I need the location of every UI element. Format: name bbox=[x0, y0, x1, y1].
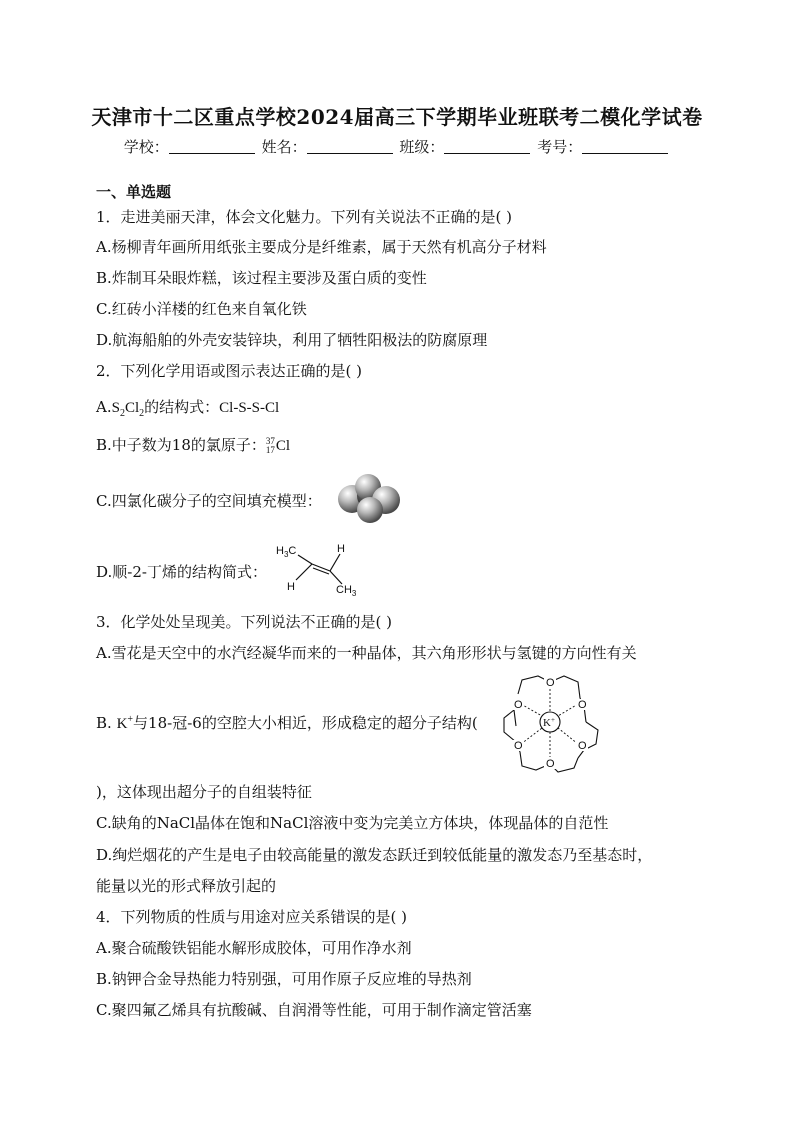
h-top-label: H bbox=[337, 543, 345, 555]
mass-number: 37 bbox=[265, 436, 275, 446]
crown-k-ion: K+ bbox=[543, 716, 555, 729]
k-symbol: K bbox=[116, 716, 128, 732]
q2-option-a bbox=[96, 396, 279, 419]
crown-o-5: O bbox=[514, 740, 523, 752]
q3-b-text: 与18-冠-6的空腔大小相近，形成稳定的超分子结构( bbox=[133, 714, 478, 732]
atomic-number: 17 bbox=[265, 445, 275, 455]
q3-stem: 3．化学处处呈现美。下列说法不正确的是( ) bbox=[96, 613, 393, 631]
k-charge: + bbox=[127, 714, 134, 725]
school-label: 学校： bbox=[123, 138, 169, 156]
formula-cl: Cl bbox=[124, 400, 140, 416]
exam-number-label: 考号： bbox=[537, 138, 583, 156]
ch3-label: $CH_3$ bbox=[336, 584, 357, 598]
q3-b-prefix: B. bbox=[96, 714, 117, 732]
class-blank[interactable] bbox=[444, 139, 530, 154]
cis-2-butene-structure bbox=[272, 538, 368, 598]
name-blank[interactable] bbox=[307, 139, 393, 154]
q3-option-a: A.雪花是天空中的水汽经凝华而来的一种晶体，其六角形形状与氢键的方向性有关 bbox=[96, 644, 637, 662]
cl-atom-bottom bbox=[357, 497, 383, 523]
q2-a-formula bbox=[111, 400, 145, 419]
ccl4-space-filling-model bbox=[336, 474, 402, 524]
q4-option-b: B.钠钾合金导热能力特别强，可用作原子反应堆的导热剂 bbox=[96, 970, 472, 988]
school-blank[interactable] bbox=[169, 139, 255, 154]
q4-option-c: C.聚四氟乙烯具有抗酸碱、自润滑等性能，可用于制作滴定管活塞 bbox=[96, 1001, 532, 1019]
18-crown-6-k-complex bbox=[498, 670, 602, 774]
formula-s: S bbox=[111, 400, 120, 416]
section-title: 一、单选题 bbox=[96, 183, 172, 201]
q2-a-value: Cl-S-S-Cl bbox=[219, 400, 280, 416]
q2-option-b bbox=[96, 434, 290, 455]
q2-option-d: D.顺-2-丁烯的结构简式： bbox=[96, 563, 267, 581]
crown-o-4: O bbox=[546, 758, 555, 770]
q1-option-c: C.红砖小洋楼的红色来自氧化铁 bbox=[96, 300, 307, 318]
crown-o-6: O bbox=[514, 699, 523, 711]
formula-cl-sub: 2 bbox=[139, 408, 145, 419]
name-label: 姓名： bbox=[261, 138, 307, 156]
isotope-symbol: Cl bbox=[275, 438, 291, 454]
exam-title: 天津市十二区重点学校2024届高三下学期毕业班联考二模化学试卷 bbox=[91, 105, 703, 129]
q1-option-d: D.航海船舶的外壳安装锌块，利用了牺牲阳极法的防腐原理 bbox=[96, 331, 488, 349]
q4-option-a: A.聚合硫酸铁铝能水解形成胶体，可用作净水剂 bbox=[96, 939, 412, 957]
exam-number-blank[interactable] bbox=[582, 139, 668, 154]
h3c-label: $H_3C$ bbox=[276, 545, 297, 559]
q4-stem: 4．下列物质的性质与用途对应关系错误的是( ) bbox=[96, 908, 408, 926]
q2-stem: 2．下列化学用语或图示表达正确的是( ) bbox=[96, 362, 363, 380]
class-label: 班级： bbox=[399, 138, 445, 156]
q2-option-c: C.四氯化碳分子的空间填充模型： bbox=[96, 492, 322, 510]
q2-a-prefix: A. bbox=[96, 398, 112, 416]
q2-b-text: B.中子数为18的氯原子： bbox=[96, 436, 266, 454]
crown-o-2: O bbox=[578, 699, 587, 711]
q2-a-text: 的结构式： bbox=[144, 398, 220, 416]
crown-o-3: O bbox=[578, 740, 587, 752]
isotope-numbers bbox=[266, 437, 275, 455]
q1-stem: 1．走进美丽天津，体会文化魅力。下列有关说法不正确的是( ) bbox=[96, 208, 513, 226]
crown-o-1: O bbox=[546, 677, 555, 689]
q3-option-c: C.缺角的NaCl晶体在饱和NaCl溶液中变为完美立方体块，体现晶体的自范性 bbox=[96, 814, 609, 832]
q3-option-d-line2: 能量以光的形式释放引起的 bbox=[96, 877, 277, 895]
h-bottom-label: H bbox=[287, 581, 295, 593]
formula-s-sub: 2 bbox=[119, 408, 125, 419]
q3-option-d-line1: D.绚烂烟花的产生是电子由较高能量的激发态跃迁到较低能量的激发态乃至基态时， bbox=[96, 846, 653, 864]
q1-option-b: B.炸制耳朵眼炸糕，该过程主要涉及蛋白质的变性 bbox=[96, 269, 427, 287]
q3-option-b bbox=[96, 712, 478, 733]
k-ion bbox=[117, 716, 133, 732]
q1-option-a: A.杨柳青年画所用纸张主要成分是纤维素，属于天然有机高分子材料 bbox=[96, 238, 547, 256]
q3-option-b-cont: )，这体现出超分子的自组装特征 bbox=[96, 783, 312, 801]
student-info-row bbox=[0, 136, 794, 157]
